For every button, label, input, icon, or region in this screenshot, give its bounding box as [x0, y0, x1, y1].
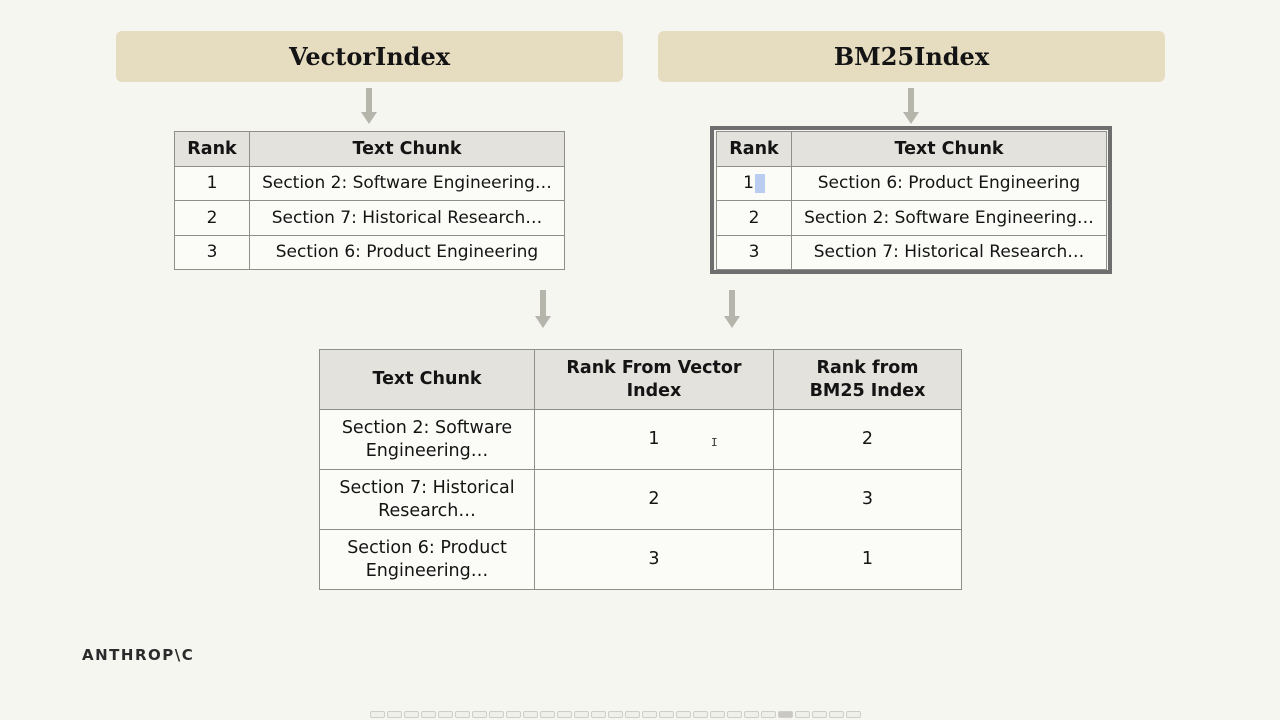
- slide-thumbnail[interactable]: [642, 711, 657, 718]
- rank-cell[interactable]: 3: [717, 235, 792, 270]
- slide-thumbnail[interactable]: [829, 711, 844, 718]
- slide-thumbnail[interactable]: [846, 711, 861, 718]
- slide-thumbnail[interactable]: [489, 711, 504, 718]
- column-header: Text Chunk: [250, 132, 565, 167]
- slide-thumbnail[interactable]: [710, 711, 725, 718]
- slide-thumbnail[interactable]: [455, 711, 470, 718]
- column-header: Text Chunk: [320, 350, 535, 410]
- slide-thumbnail[interactable]: [676, 711, 691, 718]
- text-chunk-cell[interactable]: Section 7: Historical Research…: [250, 201, 565, 236]
- table-row[interactable]: [717, 235, 1107, 270]
- table-row[interactable]: [175, 201, 565, 236]
- slide-thumbnail[interactable]: [506, 711, 521, 718]
- column-header: Text Chunk: [792, 132, 1107, 167]
- text-chunk-cell[interactable]: Section 7: Historical Research…: [792, 235, 1107, 270]
- slide-thumbnail-strip[interactable]: [370, 711, 861, 719]
- table-row[interactable]: [320, 470, 962, 530]
- bm25-rank-cell[interactable]: 3: [774, 470, 962, 530]
- down-arrow-icon: [361, 88, 377, 126]
- slide-thumbnail[interactable]: [812, 711, 827, 718]
- down-arrow-icon: [535, 290, 551, 328]
- table-row[interactable]: [175, 166, 565, 201]
- text-chunk-cell[interactable]: Section 6: Product Engineering…: [320, 530, 535, 590]
- vector-index-header: VectorIndex: [116, 31, 623, 82]
- bm25-rank-table[interactable]: [716, 131, 1107, 270]
- slide-thumbnail[interactable]: [761, 711, 776, 718]
- merged-rank-table[interactable]: [319, 349, 962, 590]
- slide-thumbnail[interactable]: [387, 711, 402, 718]
- slide-thumbnail[interactable]: [540, 711, 555, 718]
- down-arrow-icon: [724, 290, 740, 328]
- table-row[interactable]: [717, 166, 1107, 201]
- column-header: Rank: [717, 132, 792, 167]
- column-header: Rank From Vector Index: [535, 350, 774, 410]
- slide-thumbnail[interactable]: [693, 711, 708, 718]
- slide-thumbnail[interactable]: [472, 711, 487, 718]
- text-chunk-cell[interactable]: Section 2: Software Engineering…: [320, 410, 535, 470]
- rank-cell-selected[interactable]: [717, 166, 792, 201]
- text-chunk-cell[interactable]: Section 2: Software Engineering…: [250, 166, 565, 201]
- text-chunk-cell[interactable]: Section 2: Software Engineering…: [792, 201, 1107, 236]
- vector-rank-table[interactable]: [174, 131, 565, 270]
- bm25-rank-cell[interactable]: 2: [774, 410, 962, 470]
- column-header: Rank: [175, 132, 250, 167]
- rank-cell[interactable]: 3: [175, 235, 250, 270]
- slide-thumbnail[interactable]: [404, 711, 419, 718]
- vector-rank-cell[interactable]: 1: [535, 410, 774, 470]
- slide-thumbnail[interactable]: [659, 711, 674, 718]
- rank-value: 1: [743, 173, 754, 194]
- text-chunk-cell[interactable]: Section 7: Historical Research…: [320, 470, 535, 530]
- down-arrow-icon: [903, 88, 919, 126]
- text-cursor-icon: I: [711, 436, 718, 449]
- slide-thumbnail[interactable]: [438, 711, 453, 718]
- table-header-row: [320, 350, 962, 410]
- slide-thumbnail[interactable]: [608, 711, 623, 718]
- vector-rank-cell[interactable]: 3: [535, 530, 774, 590]
- table-row[interactable]: [320, 410, 962, 470]
- bm25-rank-cell[interactable]: 1: [774, 530, 962, 590]
- slide-thumbnail-active[interactable]: [778, 711, 793, 718]
- slide-thumbnail[interactable]: [744, 711, 759, 718]
- table-row[interactable]: [175, 235, 565, 270]
- slide-thumbnail[interactable]: [727, 711, 742, 718]
- table-header-row: [717, 132, 1107, 167]
- bm25-index-header: BM25Index: [658, 31, 1165, 82]
- slide-thumbnail[interactable]: [591, 711, 606, 718]
- rank-cell[interactable]: 2: [717, 201, 792, 236]
- slide-thumbnail[interactable]: [625, 711, 640, 718]
- slide-thumbnail[interactable]: [557, 711, 572, 718]
- table-row[interactable]: [320, 530, 962, 590]
- slide-thumbnail[interactable]: [523, 711, 538, 718]
- slide-thumbnail[interactable]: [795, 711, 810, 718]
- text-chunk-cell[interactable]: Section 6: Product Engineering: [792, 166, 1107, 201]
- text-selection-highlight: [755, 174, 765, 193]
- table-row[interactable]: [717, 201, 1107, 236]
- anthropic-logo: ANTHROP\C: [82, 646, 195, 664]
- rank-cell[interactable]: 1: [175, 166, 250, 201]
- vector-rank-cell[interactable]: 2: [535, 470, 774, 530]
- column-header: Rank from BM25 Index: [774, 350, 962, 410]
- text-chunk-cell[interactable]: Section 6: Product Engineering: [250, 235, 565, 270]
- slide-thumbnail[interactable]: [370, 711, 385, 718]
- slide-thumbnail[interactable]: [574, 711, 589, 718]
- slide-thumbnail[interactable]: [421, 711, 436, 718]
- rank-cell[interactable]: 2: [175, 201, 250, 236]
- table-header-row: [175, 132, 565, 167]
